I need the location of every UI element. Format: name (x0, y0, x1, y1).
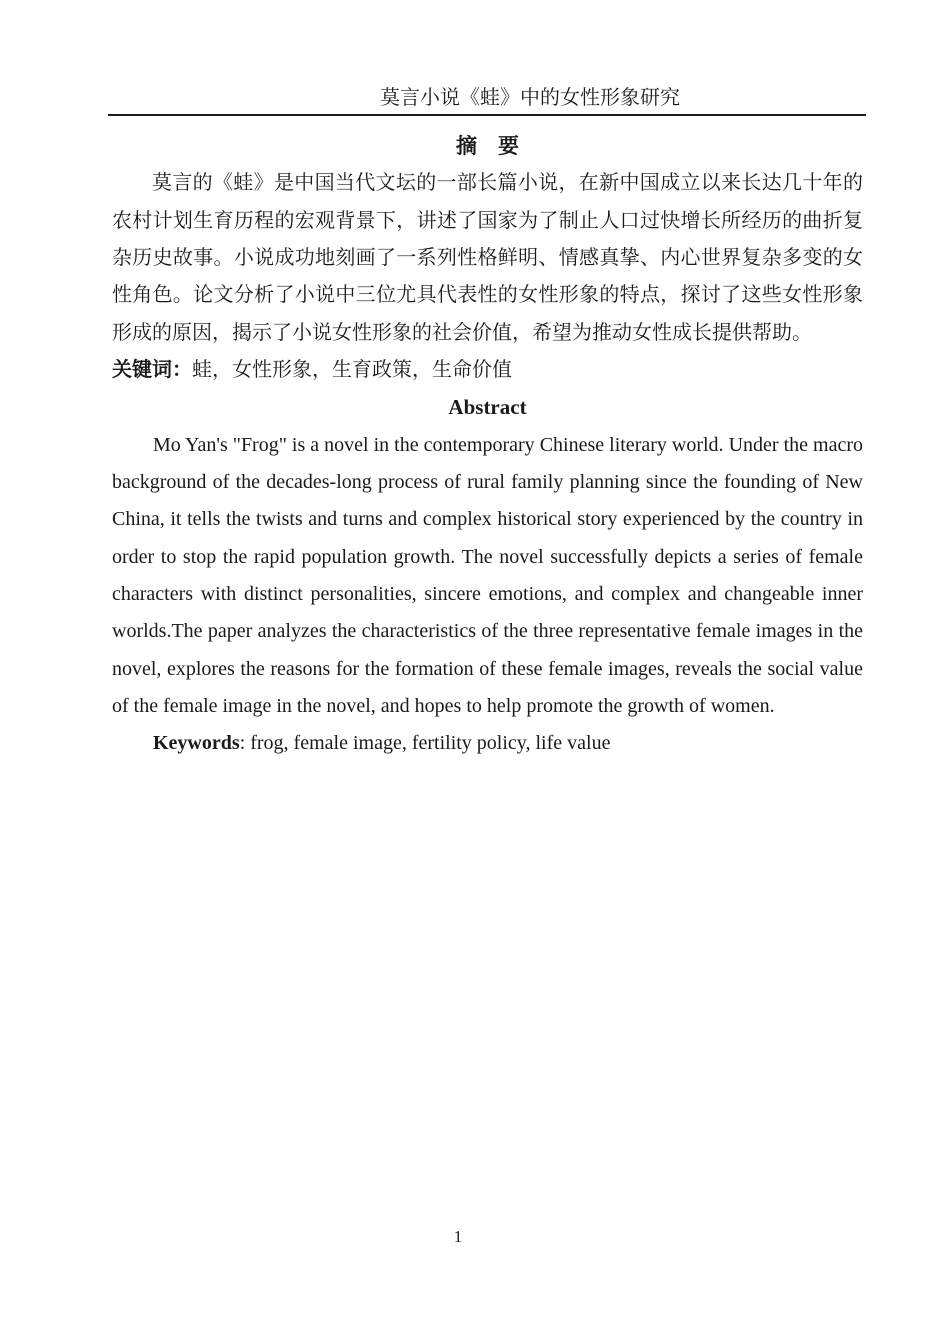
header-rule (108, 114, 866, 116)
cn-keywords-text: 蛙，女性形象，生育政策，生命价值 (192, 358, 512, 381)
cn-keywords-line (112, 352, 863, 389)
abstract-content (112, 128, 863, 763)
running-header-title: 莫言小说《蛙》中的女性形象研究 (380, 87, 680, 109)
abstract-en-heading: Abstract (448, 395, 527, 420)
abstract-en-body: Mo Yan's "Frog" is a novel in the contemporary Chinese literary world. Under the macro background of the decades-long process of rural family planning since the founding of New China, it tells the twists and turns and complex historical story experienced by the country in order to stop the rapid population growth. The novel successfully depicts a series of female characters with distinct personalities, sincere emotions, and complex and changeable inner worlds.The paper analyzes the characteristics of the three representative female images in the novel, explores the reasons for the formation of these female images, reveals the social value of the female image in the novel, and hopes to help promote the growth of women. (112, 433, 863, 717)
page-number: 1 (453, 1227, 463, 1246)
en-keywords-label: Keywords (153, 732, 240, 755)
en-keywords-text: : frog, female image, fertility policy, life value (239, 732, 611, 755)
abstract-cn-heading: 摘 要 (456, 134, 519, 158)
en-keywords-line (112, 725, 863, 762)
cn-keywords-label: 关键词： (112, 358, 192, 381)
abstract-cn-body: 莫言的《蛙》是中国当代文坛的一部长篇小说，在新中国成立以来长达几十年的农村计划生育历程的宏观背景下，讲述了国家为了制止人口过快增长所经历的曲折复杂历史故事。小说成功地刻画了一系列性格鲜明、情感真挚、内心世界复杂多变的女性角色。论文分析了小说中三位尤具代表性的女性形象的特点，探讨了这些女性形象形成的原因，揭示了小说女性形象的社会价值，希望为推动女性成长提供帮助。 (112, 172, 863, 344)
